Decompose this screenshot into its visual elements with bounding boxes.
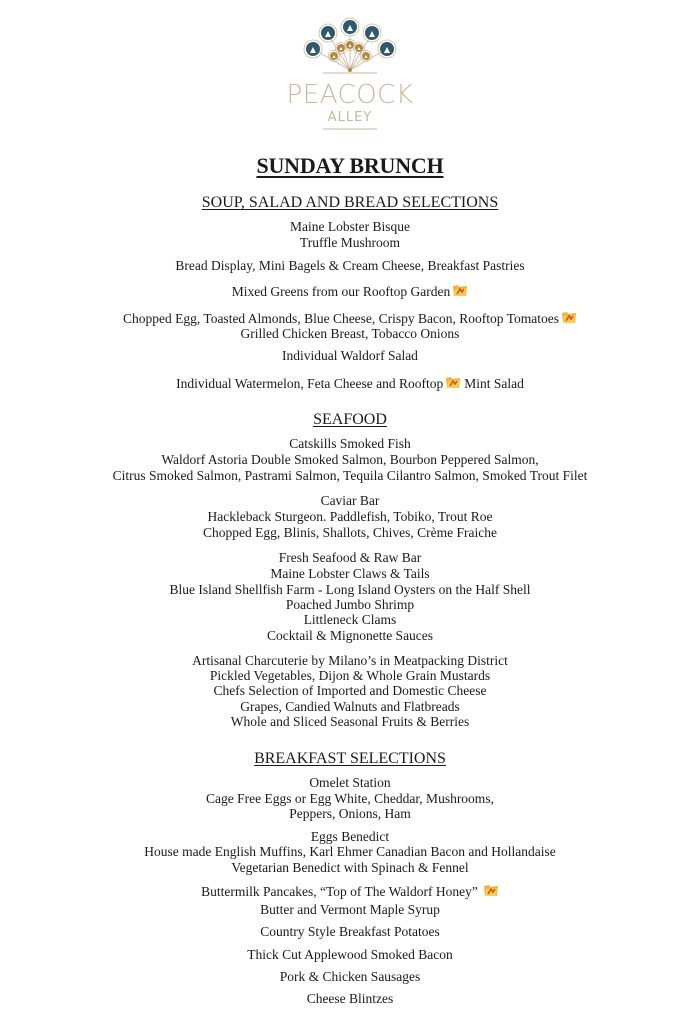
menu-line: Artisanal Charcuterie by Milano’s in Meatpacking District [192, 653, 508, 668]
menu-line: Hackleback Sturgeon. Paddlefish, Tobiko, Trout Roe [207, 509, 493, 524]
menu-line: Pickled Vegetables, Dijon & Whole Grain Mustards [209, 668, 491, 683]
menu-line-text: Individual Watermelon, Feta Cheese and Rooftop [176, 376, 444, 391]
honeycomb-folder-icon [452, 283, 468, 297]
menu-line: Catskills Smoked Fish [289, 436, 411, 451]
menu-line: Individual Waldorf Salad [282, 348, 418, 363]
menu-line: Butter and Vermont Maple Syrup [260, 902, 440, 917]
brand-name-line1: PEACOCK [286, 80, 414, 110]
menu-line-text: Mint Salad [464, 376, 524, 391]
section-heading-breakfast: BREAKFAST SELECTIONS [254, 750, 446, 767]
menu-line: Omelet Station [309, 775, 391, 790]
menu-line: Citrus Smoked Salmon, Pastrami Salmon, Tequila Cilantro Salmon, Smoked Trout Filet [112, 468, 588, 483]
menu-line-with-icon [0, 283, 700, 299]
menu-line: Chopped Egg, Blinis, Shallots, Chives, Crème Fraiche [203, 525, 497, 540]
menu-line: Blue Island Shellfish Farm - Long Island Oysters on the Half Shell [169, 582, 531, 597]
menu-line: Maine Lobster Bisque [290, 219, 410, 234]
section-heading-seafood: SEAFOOD [313, 411, 387, 428]
menu-line-with-icon [0, 883, 700, 899]
menu-line-text: Mixed Greens from our Rooftop Garden [231, 284, 451, 299]
menu-line: Waldorf Astoria Double Smoked Salmon, Bourbon Peppered Salmon, [161, 452, 539, 467]
menu-line: Vegetarian Benedict with Spinach & Fennel [231, 860, 469, 875]
menu-line: Grapes, Candied Walnuts and Flatbreads [240, 699, 460, 714]
menu-line: Country Style Breakfast Potatoes [260, 924, 440, 939]
menu-line: Cocktail & Mignonette Sauces [266, 628, 434, 643]
page-title: SUNDAY BRUNCH [256, 153, 444, 178]
menu-line-text: Buttermilk Pancakes, “Top of The Waldorf Honey” [201, 884, 478, 899]
peacock-fan-icon [270, 0, 430, 140]
section-heading-soup-salad: SOUP, SALAD AND BREAD SELECTIONS [201, 194, 499, 211]
menu-line: Littleneck Clams [303, 612, 397, 627]
menu-line: Poached Jumbo Shrimp [285, 597, 415, 612]
menu-line-with-icon [0, 375, 700, 391]
menu-line: Bread Display, Mini Bagels & Cream Cheese, Breakfast Pastries [175, 258, 525, 273]
honeycomb-folder-icon [483, 883, 499, 897]
menu-line: Thick Cut Applewood Smoked Bacon [247, 947, 453, 962]
menu-line: Pork & Chicken Sausages [279, 969, 421, 984]
menu-line: Fresh Seafood & Raw Bar [278, 550, 422, 565]
honeycomb-folder-icon [445, 375, 461, 389]
peacock-alley-logo [0, 0, 700, 140]
menu-line: Eggs Benedict [310, 829, 390, 844]
menu-line: Cage Free Eggs or Egg White, Cheddar, Mushrooms, [206, 791, 494, 806]
menu-line: Grilled Chicken Breast, Tobacco Onions [240, 326, 460, 341]
menu-line-text: Chopped Egg, Toasted Almonds, Blue Cheese, Crispy Bacon, Rooftop Tomatoes [123, 311, 559, 326]
menu-line: Peppers, Onions, Ham [289, 806, 411, 821]
menu-line: Whole and Sliced Seasonal Fruits & Berries [230, 714, 470, 729]
menu-line: Truffle Mushroom [299, 235, 401, 250]
menu-line: Caviar Bar [320, 493, 380, 508]
menu-line: Cheese Blintzes [306, 991, 394, 1006]
brand-name-line2: ALLEY [327, 110, 373, 125]
menu-line: Chefs Selection of Imported and Domestic Cheese [213, 683, 487, 698]
menu-line: Maine Lobster Claws & Tails [270, 566, 430, 581]
menu-line-with-icon [0, 310, 700, 326]
honeycomb-folder-icon [561, 310, 577, 324]
menu-line: House made English Muffins, Karl Ehmer Canadian Bacon and Hollandaise [144, 844, 556, 859]
